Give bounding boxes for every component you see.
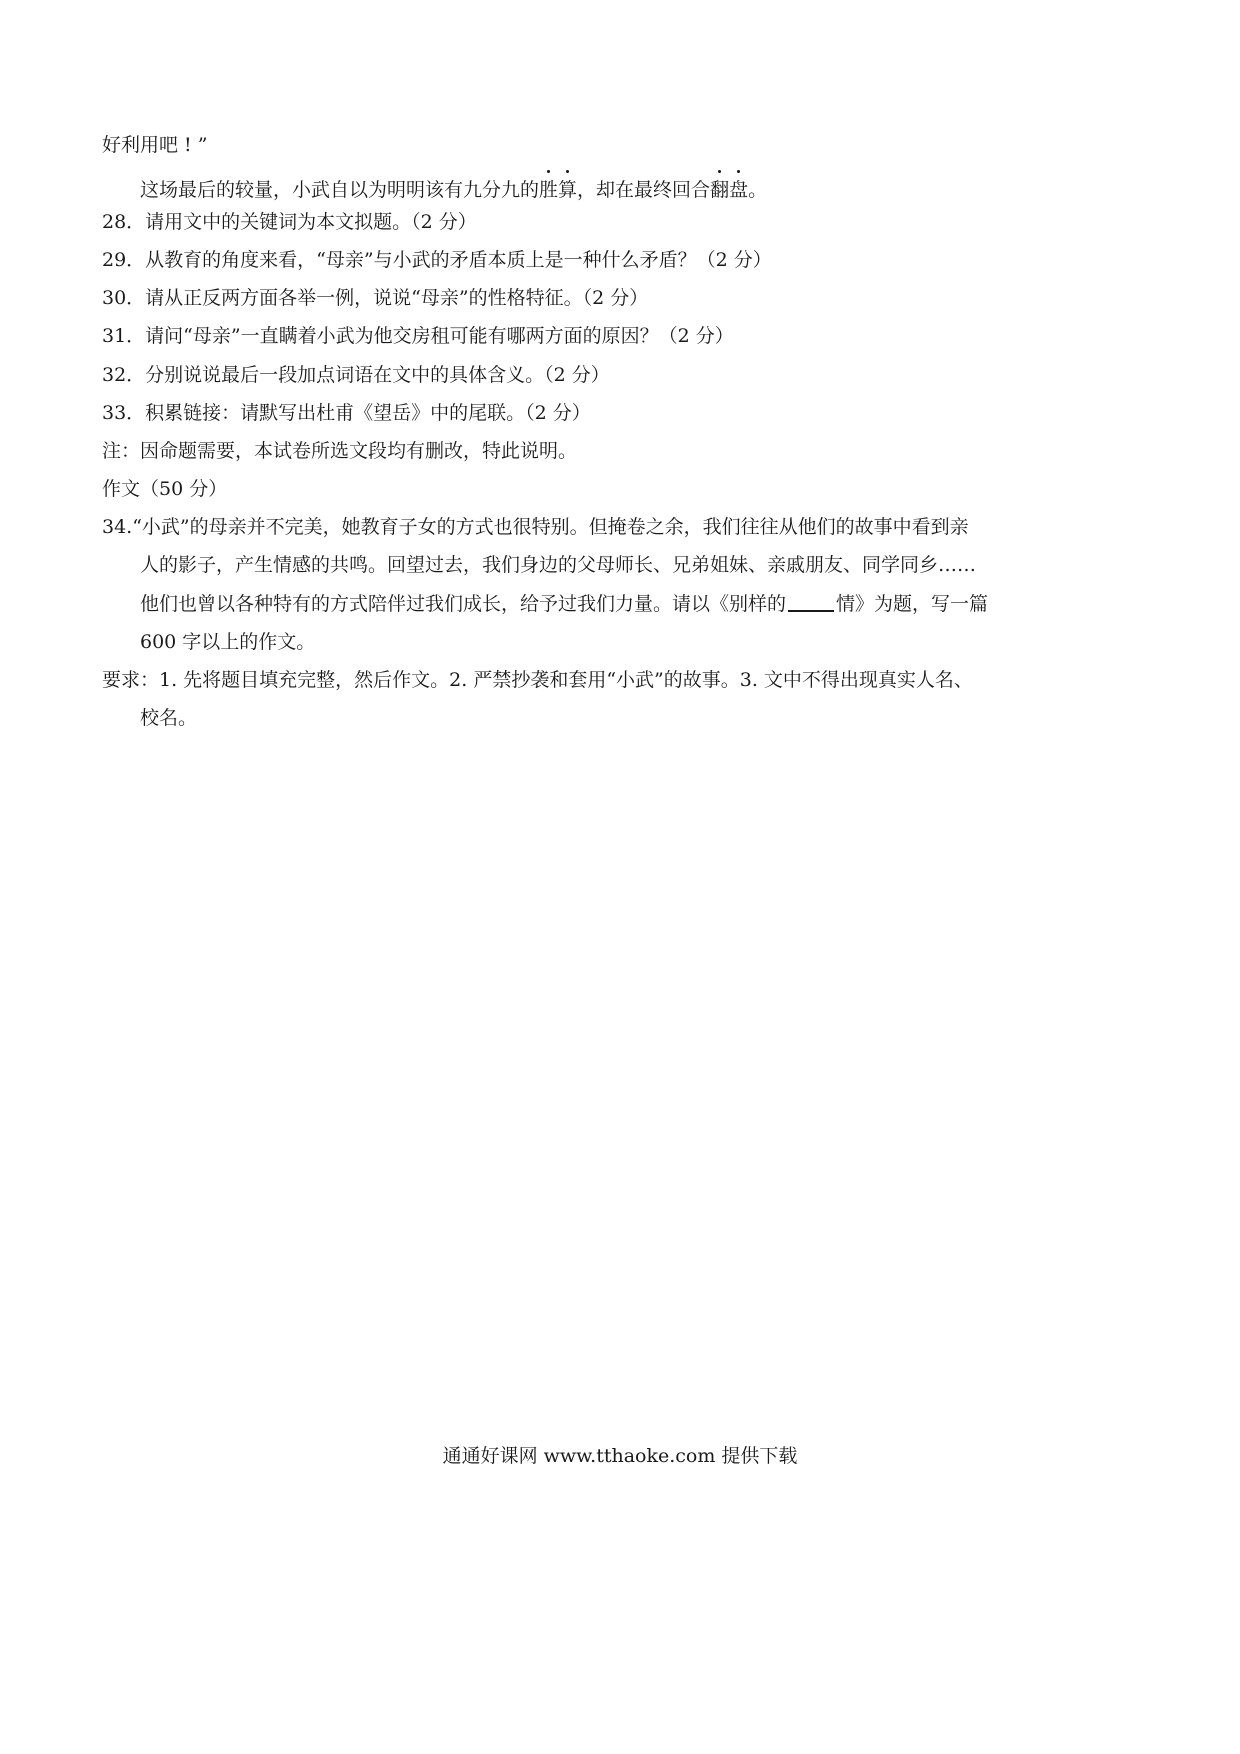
emphasis-char: 翻: [710, 179, 730, 201]
emphasis-char: 算: [558, 179, 578, 201]
emphasis-char: 盘: [729, 179, 749, 201]
previous-passage-fragment: 好利用吧 ! ”: [102, 134, 208, 156]
closing-text-after: 。: [748, 179, 768, 201]
title-fill-blank: [788, 610, 834, 612]
essay-prompt-line-4: 600 字以上的作文。: [140, 631, 316, 653]
emphasis-char: 胜: [539, 179, 559, 201]
essay-prompt-line-3: [140, 592, 988, 616]
emphasized-word-fanpan: [710, 179, 748, 201]
essay-requirements-line-1: 要求：1. 先将题目填充完整，然后作文。2. 严禁抄袭和套用“小武”的故事。3. 文中不得出现真实人名、: [102, 669, 973, 691]
essay-prompt-line-1: 34.“小武”的母亲并不完美，她教育子女的方式也很特别。但掩卷之余，我们往往从他们的故事中看到亲: [102, 516, 969, 538]
essay-requirements-line-2: 校名。: [140, 707, 198, 729]
question-29: 29．从教育的角度来看，“母亲”与小武的矛盾本质上是一种什么矛盾？（2 分）: [102, 249, 772, 271]
emphasized-word-shengsuan: [539, 179, 577, 201]
closing-text-before: 这场最后的较量，小武自以为明明该有九分九的: [140, 179, 540, 201]
essay-heading: 作文（50 分）: [102, 478, 228, 500]
essay-prompt-line-2: 人的影子，产生情感的共鸣。回望过去，我们身边的父母师长、兄弟姐妹、亲戚朋友、同学同乡……: [140, 554, 977, 576]
closing-text-middle: ，却在最终回合: [577, 179, 711, 201]
passage-closing-sentence: [140, 178, 767, 202]
question-31: 31．请问“母亲”一直瞒着小武为他交房租可能有哪两方面的原因？（2 分）: [102, 325, 734, 347]
exam-note: 注：因命题需要，本试卷所选文段均有删改，特此说明。: [102, 440, 578, 462]
question-28: 28．请用文中的关键词为本文拟题。（2 分）: [102, 211, 477, 233]
page-footer: 通通好课网 www.tthaoke.com 提供下载: [442, 1445, 798, 1467]
question-33: 33．积累链接：请默写出杜甫《望岳》中的尾联。（2 分）: [102, 402, 591, 424]
question-32: 32．分别说说最后一段加点词语在文中的具体含义。（2 分）: [102, 364, 610, 386]
essay-prompt-line-3-after: 情》为题，写一篇: [836, 593, 989, 615]
essay-prompt-line-3-before: 他们也曾以各种特有的方式陪伴过我们成长，给予过我们力量。请以《别样的: [140, 593, 787, 615]
question-30: 30．请从正反两方面各举一例，说说“母亲”的性格特征。（2 分）: [102, 287, 649, 309]
